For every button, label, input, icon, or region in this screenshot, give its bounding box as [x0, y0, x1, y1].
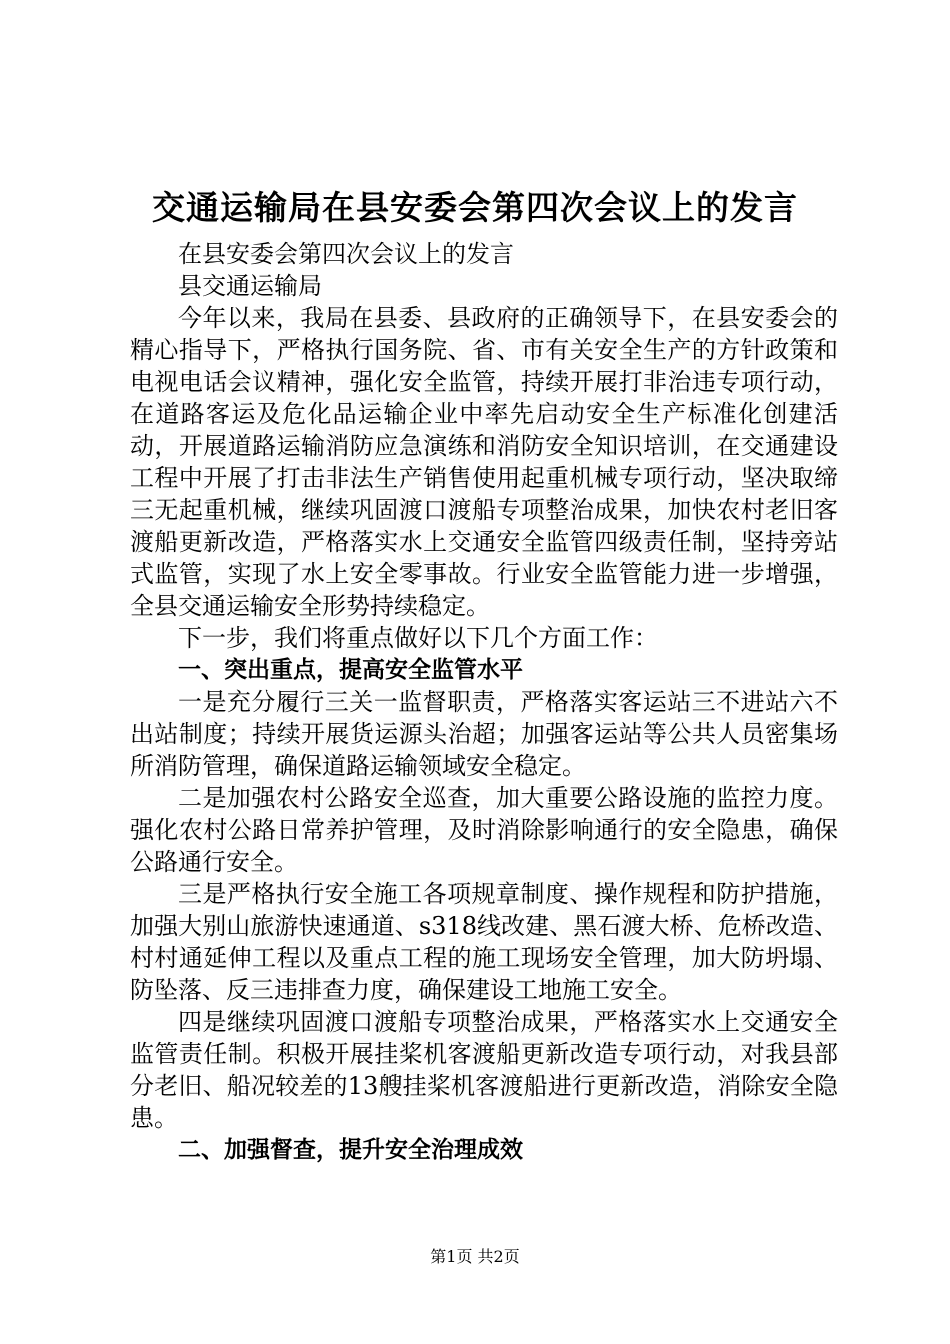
paragraph: 一是充分履行三关一监督职责，严格落实客运站三不进站六不出站制度；持续开展货运源头治超；加强客运站等公共人员密集场所消防管理，确保道路运输领域安全稳定。: [130, 688, 838, 780]
paragraph: 二是加强农村公路安全巡查，加大重要公路设施的监控力度。强化农村公路日常养护管理，及时消除影响通行的安全隐患，确保公路通行安全。: [130, 784, 838, 876]
section-heading: 二、加强督查，提升安全治理成效: [178, 1137, 523, 1163]
document-body: [130, 238, 838, 1166]
author-line: 县交通运输局: [178, 272, 322, 300]
paragraph: 四是继续巩固渡口渡船专项整治成果，严格落实水上交通安全监管责任制。积极开展挂桨机客渡船更新改造专项行动，对我县部分老旧、船况较差的13艘挂桨机客渡船进行更新改造，消除安全隐患。: [130, 1008, 838, 1132]
paragraph: 今年以来，我局在县委、县政府的正确领导下，在县安委会的精心指导下，严格执行国务院、省、市有关安全生产的方针政策和电视电话会议精神，强化安全监管，持续开展打非治违专项行动，在道路客运及危化品运输企业中率先启动安全生产标准化创建活动，开展道路运输消防应急演练和消防安全知识培训，在交通建设工程中开展了打击非法生产销售使用起重机械专项行动，坚决取缔三无起重机械，继续巩固渡口渡船专项整治成果，加快农村老旧客渡船更新改造，严格落实水上交通安全监管四级责任制，坚持旁站式监管，实现了水上安全零事故。行业安全监管能力进一步增强，全县交通运输安全形势持续稳定。: [130, 304, 838, 620]
subtitle: 在县安委会第四次会议上的发言: [178, 240, 514, 268]
page-footer: 第1页 共2页: [430, 1247, 520, 1266]
document-title: 交通运输局在县安委会第四次会议上的发言: [152, 188, 798, 227]
section-heading: 一、突出重点，提高安全监管水平: [178, 657, 523, 683]
paragraph: 三是严格执行安全施工各项规章制度、操作规程和防护措施，加强大别山旅游快速通道、s318线改建、黑石渡大桥、危桥改造、村村通延伸工程以及重点工程的施工现场安全管理，加大防坍塌、防坠落、反三违排查力度，确保建设工地施工安全。: [130, 880, 838, 1004]
paragraph: 下一步，我们将重点做好以下几个方面工作：: [178, 624, 658, 652]
